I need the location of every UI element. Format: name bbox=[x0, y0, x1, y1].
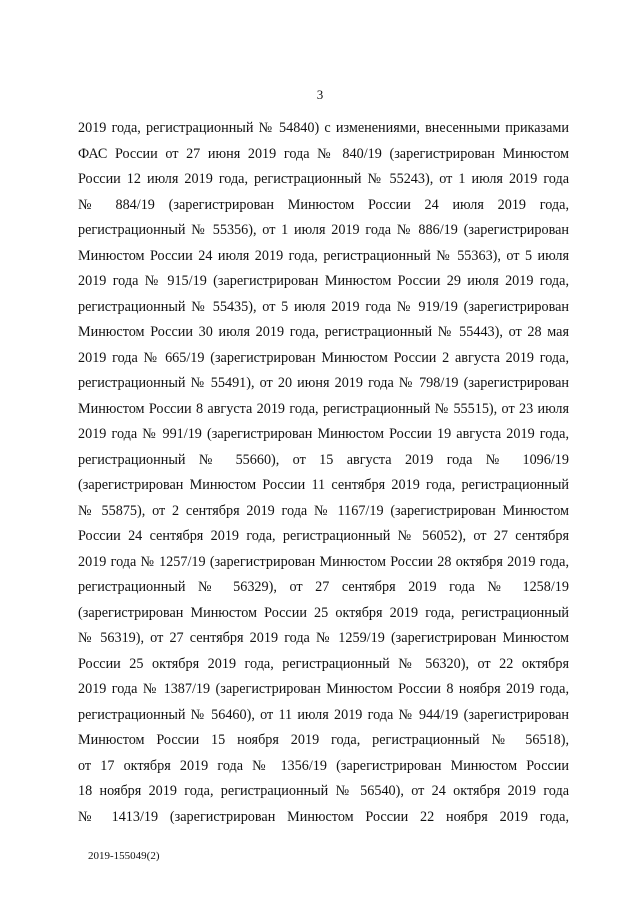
body-text bbox=[78, 116, 569, 830]
text-line: регистрационный № 55660), от 15 августа 2019 года № 1096/19 bbox=[78, 451, 569, 468]
text-line: Минюстом России 8 августа 2019 года, регистрационный № 55515), от 23 июля bbox=[78, 400, 569, 417]
text-line: от 17 октября 2019 года № 1356/19 (зарегистрирован Минюстом России bbox=[78, 757, 569, 774]
text-line: Минюстом России 24 июля 2019 года, регистрационный № 55363), от 5 июля bbox=[78, 247, 569, 264]
document-code: 2019-155049(2) bbox=[88, 850, 160, 862]
text-line: 2019 года № 991/19 (зарегистрирован Минюстом России 19 августа 2019 года, bbox=[78, 426, 569, 442]
text-line: 2019 года № 915/19 (зарегистрирован Минюстом России 29 июля 2019 года, bbox=[78, 273, 569, 289]
text-line: Минюстом России 30 июля 2019 года, регистрационный № 55443), от 28 мая bbox=[78, 324, 569, 340]
text-line: России 12 июля 2019 года, регистрационный № 55243), от 1 июля 2019 года bbox=[78, 171, 569, 187]
text-line: регистрационный № 55356), от 1 июля 2019 года № 886/19 (зарегистрирован bbox=[78, 222, 569, 238]
text-line: регистрационный № 56329), от 27 сентября 2019 года № 1258/19 bbox=[78, 579, 569, 595]
text-line: 2019 года № 1387/19 (зарегистрирован Минюстом России 8 ноября 2019 года, bbox=[78, 681, 569, 697]
text-line: № 56319), от 27 сентября 2019 года № 1259/19 (зарегистрирован Минюстом bbox=[78, 630, 569, 646]
text-line: регистрационный № 56460), от 11 июля 2019 года № 944/19 (зарегистрирован bbox=[78, 706, 569, 723]
text-line: Минюстом России 15 ноября 2019 года, регистрационный № 56518), bbox=[78, 732, 569, 748]
text-line: регистрационный № 55435), от 5 июля 2019 года № 919/19 (зарегистрирован bbox=[78, 298, 569, 315]
text-line: регистрационный № 55491), от 20 июня 2019 года № 798/19 (зарегистрирован bbox=[78, 375, 569, 391]
text-line: 2019 года, регистрационный № 54840) с изменениями, внесенными приказами bbox=[78, 120, 569, 136]
text-line: (зарегистрирован Минюстом России 11 сентября 2019 года, регистрационный bbox=[78, 477, 569, 493]
text-line: № 1413/19 (зарегистрирован Минюстом России 22 ноября 2019 года, bbox=[78, 808, 569, 825]
text-line: № 884/19 (зарегистрирован Минюстом России 24 июля 2019 года, bbox=[78, 196, 569, 213]
text-line: 18 ноября 2019 года, регистрационный № 56540), от 24 октября 2019 года bbox=[78, 783, 569, 799]
text-line: России 25 октября 2019 года, регистрационный № 56320), от 22 октября bbox=[78, 655, 569, 672]
text-line: России 24 сентября 2019 года, регистрационный № 56052), от 27 сентября bbox=[78, 528, 569, 544]
text-line: 2019 года № 1257/19 (зарегистрирован Минюстом России 28 октября 2019 года, bbox=[78, 553, 569, 570]
text-line: № 55875), от 2 сентября 2019 года № 1167/19 (зарегистрирован Минюстом bbox=[78, 502, 569, 519]
page-number: 3 bbox=[316, 87, 324, 102]
text-line: (зарегистрирован Минюстом России 25 октября 2019 года, регистрационный bbox=[78, 604, 569, 621]
text-line: ФАС России от 27 июня 2019 года № 840/19 (зарегистрирован Минюстом bbox=[78, 145, 569, 162]
text-line: 2019 года № 665/19 (зарегистрирован Минюстом России 2 августа 2019 года, bbox=[78, 349, 569, 366]
